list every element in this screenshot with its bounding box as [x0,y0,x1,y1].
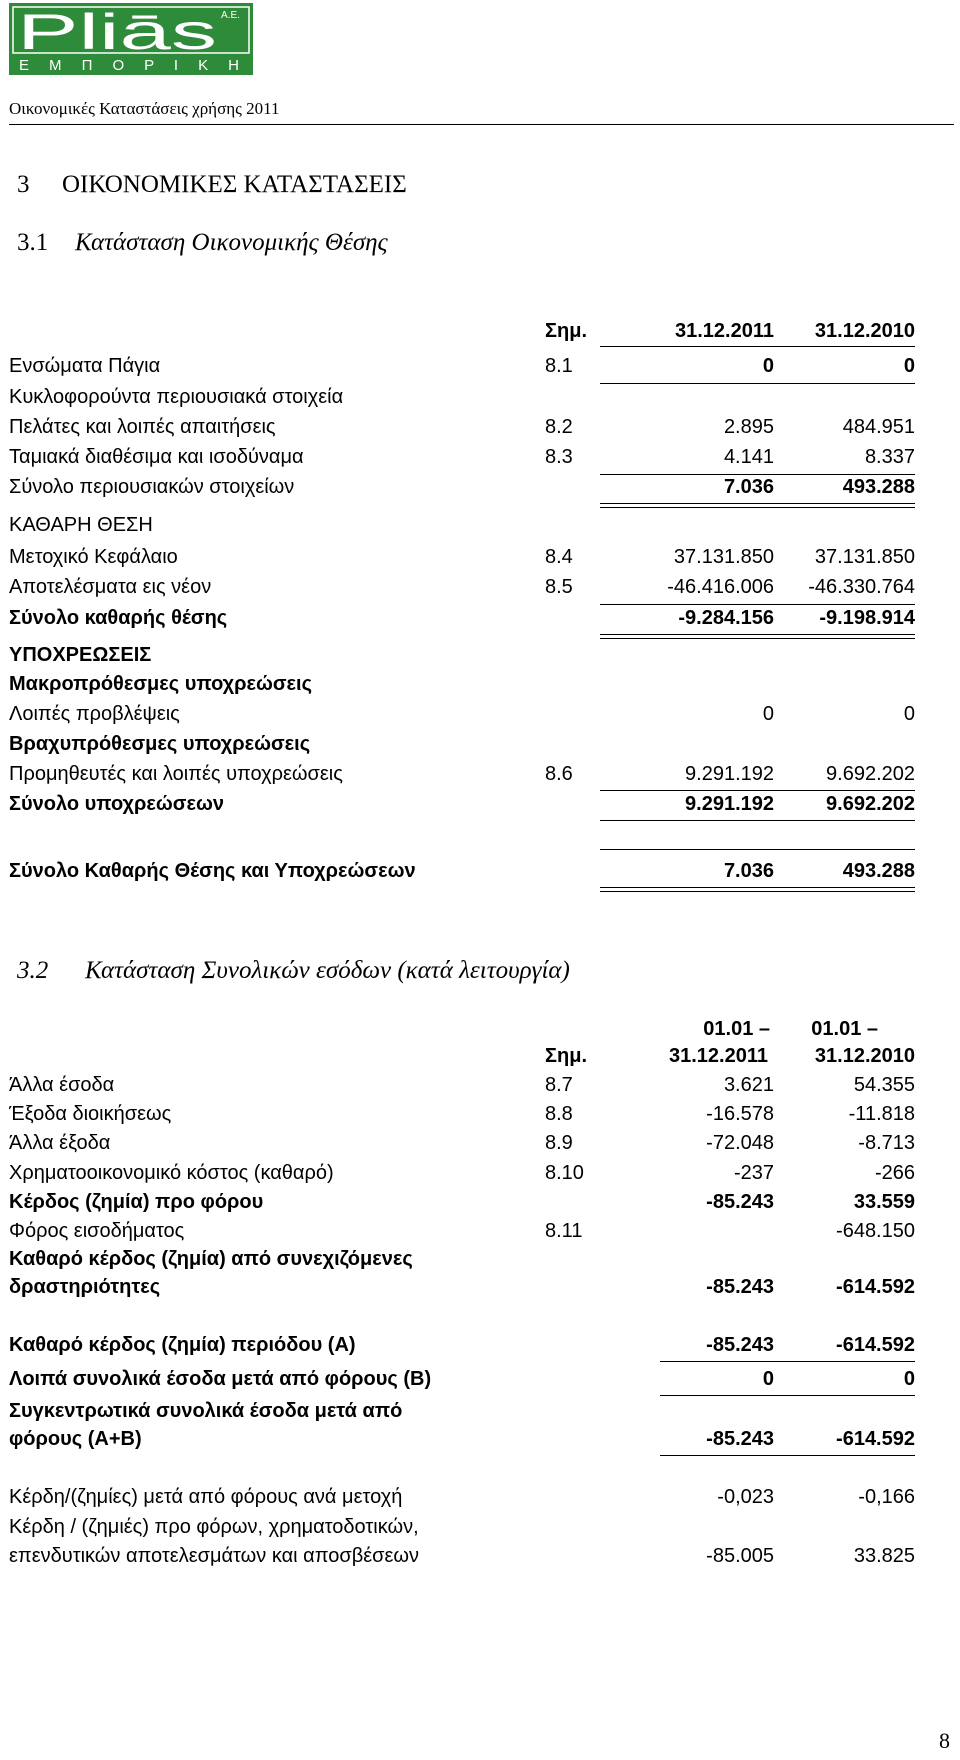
section-3-heading [17,171,407,199]
section-32-heading [17,957,570,985]
page-number: 8 [939,1728,950,1753]
table-row: Φόρος εισοδήματος 8.11 -648.150 [9,1220,915,1242]
row-underline [600,849,915,850]
row-underline [600,474,915,475]
year-2011-header: 31.12.2011 [675,320,774,342]
table-row: Μακροπρόθεσμες υποχρεώσεις [9,673,313,695]
logo-main-text: Pliās [17,4,217,60]
income-header-row: Σημ. 31.12.2011 31.12.2010 [545,1045,915,1067]
table-row: Άλλα έξοδα 8.9 -72.048 -8.713 [9,1132,915,1154]
table-row: Σύνολο καθαρής θέσης -9.284.156 -9.198.914 [9,607,915,629]
table-row: Λοιπά συνολικά έσοδα μετά από φόρους (Β) 0 0 [9,1368,915,1390]
table-row: Σύνολο Καθαρής Θέσης και Υποχρεώσεων 7.036 493.288 [9,860,915,882]
table-row: Σύνολο υποχρεώσεων 9.291.192 9.692.202 [9,793,915,815]
row-underline [600,604,915,605]
section-3-title: ΟΙΚΟΝΟΜΙΚΕΣ ΚΑΤΑΣΤΑΣΕΙΣ [62,171,407,198]
section-32-title: Κατάσταση Συνολικών εσόδων (κατά λειτουργία) [85,957,570,984]
table-row: Κέρδη/(ζημίες) μετά από φόρους ανά μετοχή -0,023 -0,166 [9,1486,915,1508]
income-header-row-top: 01.01 – 01.01 – [703,1018,878,1040]
double-underline [600,503,915,504]
table-row: Χρηματοοικονομικό κόστος (καθαρό) 8.10 -237 -266 [9,1162,915,1184]
note-col-header: Σημ. [545,320,588,342]
row-underline [600,790,915,791]
table-row: Καθαρό κέρδος (ζημία) από συνεχιζόμενες [9,1248,413,1270]
double-underline [600,887,915,888]
table-row: Αποτελέσματα εις νέον 8.5 -46.416.006 -46.330.764 [9,576,915,598]
row-underline [660,1361,915,1362]
row-underline [660,1455,915,1456]
table-row: Καθαρό κέρδος (ζημία) περιόδου (Α) -85.243 -614.592 [9,1334,915,1356]
table-row: Ενσώματα Πάγια 8.1 0 0 [9,355,915,377]
balance-header-row [9,320,915,346]
table-row: ΥΠΟΧΡΕΩΣΕΙΣ [9,644,152,666]
company-logo [9,3,253,75]
document-title: Οικονομικές Καταστάσεις χρήσης 2011 [9,99,280,118]
double-underline [600,634,915,635]
table-row: Προμηθευτές και λοιπές υποχρεώσεις 8.6 9.291.192 9.692.202 [9,763,915,785]
table-row: Σύνολο περιουσιακών στοιχείων 7.036 493.288 [9,476,915,498]
table-row: Άλλα έσοδα 8.7 3.621 54.355 [9,1074,915,1096]
table-row: Κέρδη / (ζημιές) προ φόρων, χρηματοδοτικών, [9,1516,419,1538]
double-underline [600,638,915,639]
section-31-title: Κατάσταση Οικονομικής Θέσης [75,229,388,256]
logo-ae-text: A.E. [221,10,240,21]
year-2010-header: 31.12.2010 [814,320,915,342]
table-row: φόρους (Α+Β) -85.243 -614.592 [9,1428,915,1450]
row-underline [600,383,915,384]
table-row: Κέρδος (ζημία) προ φόρου -85.243 33.559 [9,1191,915,1213]
table-row: Μετοχικό Κεφάλαιο 8.4 37.131.850 37.131.850 [9,546,915,568]
table-row: Συγκεντρωτικά συνολικά έσοδα μετά από [9,1400,403,1422]
table-row: Λοιπές προβλέψεις 0 0 [9,703,915,725]
section-3-number: 3 [17,171,30,198]
header-underline [600,346,915,347]
table-row: Ταμιακά διαθέσιμα και ισοδύναμα 8.3 4.141 8.337 [9,446,915,468]
row-underline [660,1395,915,1396]
logo-sub-text: Ε Μ Π Ο Ρ Ι Κ Η [19,57,239,74]
double-underline [600,891,915,892]
table-row: Έξοδα διοικήσεως 8.8 -16.578 -11.818 [9,1103,915,1125]
table-row: ΚΑΘΑΡΗ ΘΕΣΗ [9,514,153,536]
section-31-heading [17,229,388,257]
section-32-number: 3.2 [17,957,49,984]
header-divider [9,124,954,125]
row-underline [600,820,915,821]
double-underline [600,507,915,508]
table-row: δραστηριότητες -85.243 -614.592 [9,1276,915,1298]
table-row: Βραχυπρόθεσμες υποχρεώσεις [9,733,311,755]
table-row: επενδυτικών αποτελεσμάτων και αποσβέσεων -85.005 33.825 [9,1545,915,1567]
section-31-number: 3.1 [17,229,49,256]
table-row: Πελάτες και λοιπές απαιτήσεις 8.2 2.895 484.951 [9,416,915,438]
table-row: Κυκλοφορούντα περιουσιακά στοιχεία [9,386,344,408]
